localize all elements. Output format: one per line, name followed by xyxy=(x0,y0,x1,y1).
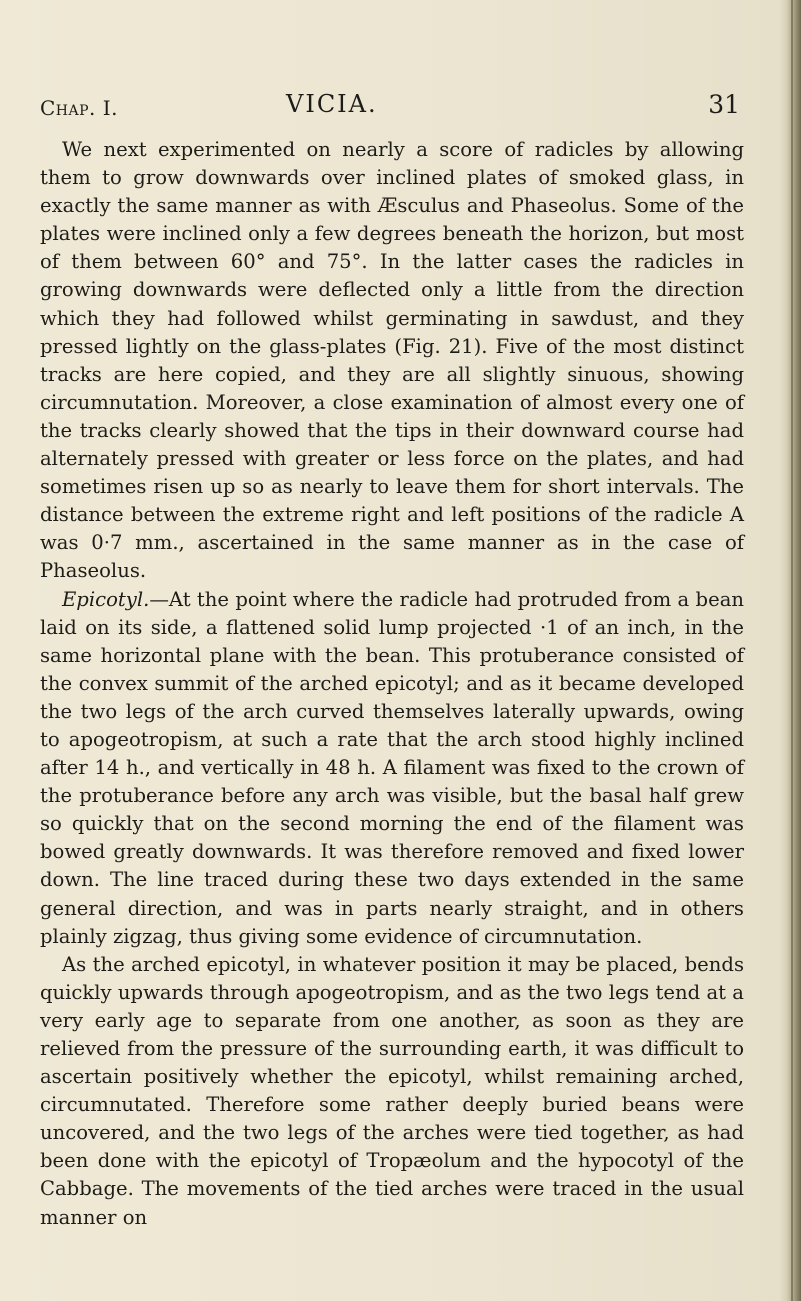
chapter-label: Chap. I. xyxy=(40,96,119,120)
paragraph-text: As the arched epicotyl, in whatever position it may be placed, bends quickly upwards through apogeotropism, and as the two legs tend at a very early age to separate from one another, as soon as they are relieved from the pressure of the surrounding earth, it was difficult to ascertain positively whether the epicotyl, whilst remaining arched, circumnutated. Therefore some rather deeply buried beans were uncovered, and the two legs of the arches were tied together, as had been done with the epicotyl of Tropæolum and the hypocotyl of the Cabbage. The movements of the tied arches were traced in the usual manner on xyxy=(40,952,744,1229)
paragraph-text: —At the point where the radicle had protruded from a bean laid on its side, a flattened solid lump projected ·1 of an inch, in the same horizontal plane with the bean. This protuberance consisted of the convex summit of the arched epicotyl; and as it became developed the two legs of the arch curved themselves laterally upwards, owing to apogeotropism, at such a rate that the arch stood highly inclined after 14 h., and vertically in 48 h. A filament was fixed to the crown of the protuberance before any arch was visible, but the basal half grew so quickly that on the second morning the end of the filament was bowed greatly downwards. It was therefore removed and fixed lower down. The line traced during these two days extended in the same general direction, and was in parts nearly straight, and in others plainly zigzag, thus giving some evidence of circumnutation. xyxy=(40,587,744,948)
paragraph-text: We next experimented on nearly a score of radicles by allowing them to grow downwards over inclined plates of smoked glass, in exactly the same manner as with Æsculus and Phaseolus. Some of the plates were inclined only a few degrees beneath the horizon, but most of them between 60° and 75°. In the latter cases the radicles in growing downwards were deflected only a little from the direction which they had followed whilst germinating in sawdust, and they pressed lightly on the glass-plates (Fig. 21). Five of the most distinct tracks are here copied, and they are all slightly sinuous, showing circumnutation. Moreover, a close examination of almost every one of the tracks clearly showed that the tips in their downward course had alternately pressed with greater or less force on the plates, and had sometimes risen up so as nearly to leave them for short intervals. The distance between the extreme right and left positions of the radicle A was 0·7 mm., ascertained in the same manner as in the case of Phaseolus. xyxy=(40,138,744,583)
running-title: VICIA. xyxy=(286,90,378,118)
paragraph xyxy=(40,951,744,1232)
paragraph xyxy=(40,586,744,951)
section-heading-epicotyl: Epicotyl. xyxy=(62,587,150,611)
binding-line xyxy=(791,0,793,1301)
running-header xyxy=(40,90,740,126)
paragraph xyxy=(40,136,744,586)
page-number: 31 xyxy=(708,90,740,119)
body-text xyxy=(40,136,744,1232)
page-edge-shadow xyxy=(779,0,801,1301)
